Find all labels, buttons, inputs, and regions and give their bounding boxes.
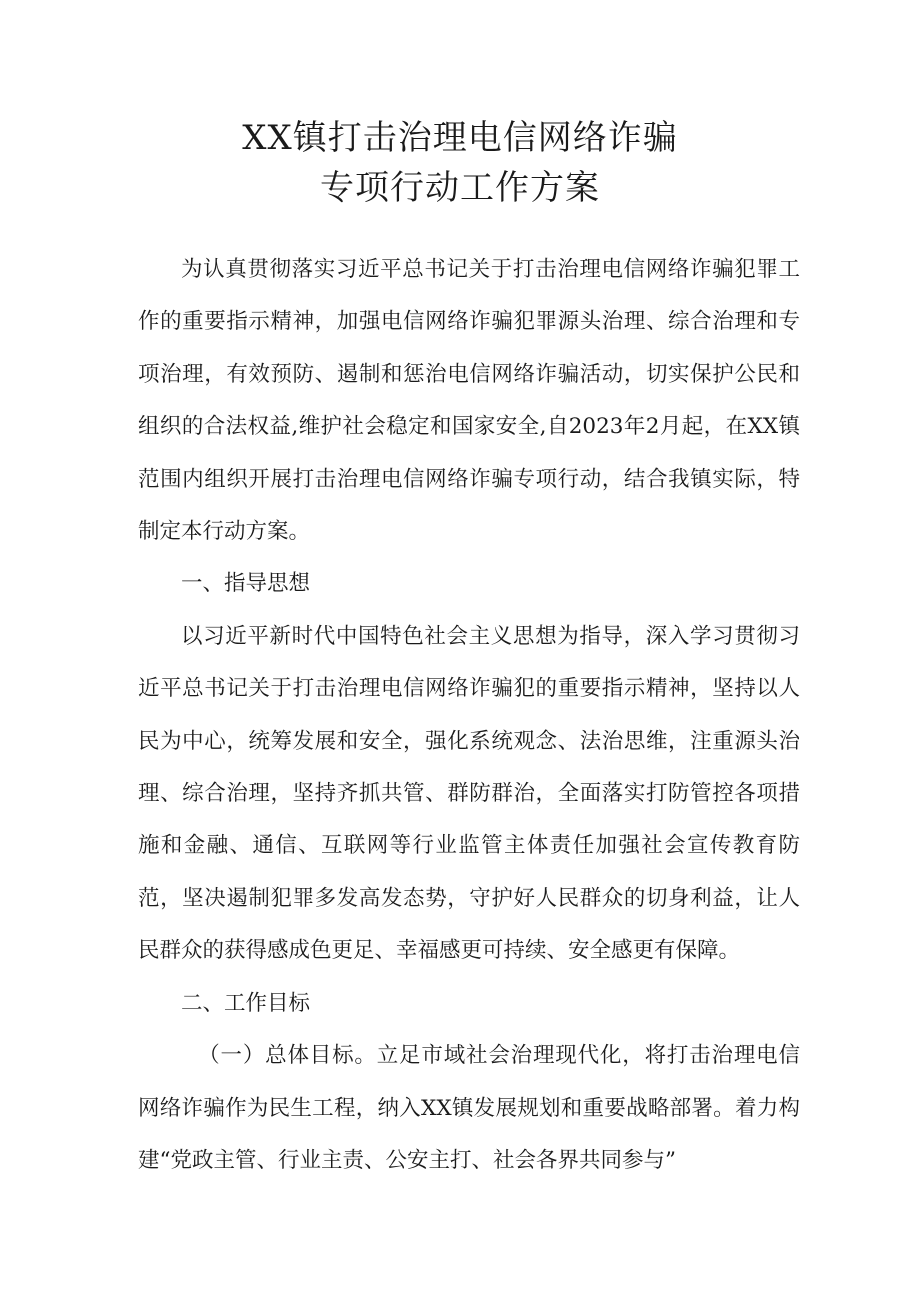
document-title-line-1: XX镇打击治理电信网络诈骗	[242, 118, 678, 158]
document-body	[138, 244, 800, 1187]
paragraph-guiding-ideology: 以习近平新时代中国特色社会主义思想为指导，深入学习贯彻习近平总书记关于打击治理电信网络诈骗犯的重要指示精神，坚持以人民为中心，统筹发展和安全，强化系统观念、法治思维，注重源头治理、综合治理，坚持齐抓共管、群防群治，全面落实打防管控各项措施和金融、通信、互联网等行业监管主体责任加强社会宣传教育防范，坚决遏制犯罪多发高发态势，守护好人民群众的切身利益，让人民群众的获得感成色更足、幸福感更可持续、安全感更有保障。	[138, 623, 800, 964]
section-heading-guiding-ideology: 一、指导思想	[181, 571, 311, 597]
section-heading-work-goals: 二、工作目标	[181, 990, 311, 1016]
paragraph-preamble: 为认真贯彻落实习近平总书记关于打击治理电信网络诈骗犯罪工作的重要指示精神，加强电信网络诈骗犯罪源头治理、综合治理和专项治理，有效预防、遏制和惩治电信网络诈骗活动，切实保护公民和组织的合法权益,维护社会稳定和国家安全,自2023年2月起，在XX镇范围内组织开展打击治理电信网络诈骗专项行动，结合我镇实际，特制定本行动方案。	[138, 257, 800, 545]
document-title-line-2: 专项行动工作方案	[320, 168, 600, 208]
paragraph-overall-goal: （一）总体目标。立足市域社会治理现代化，将打击治理电信网络诈骗作为民生工程，纳入XX镇发展规划和重要战略部署。着力构建“党政主管、行业主责、公安主打、社会各界共同参与”	[138, 1043, 800, 1173]
